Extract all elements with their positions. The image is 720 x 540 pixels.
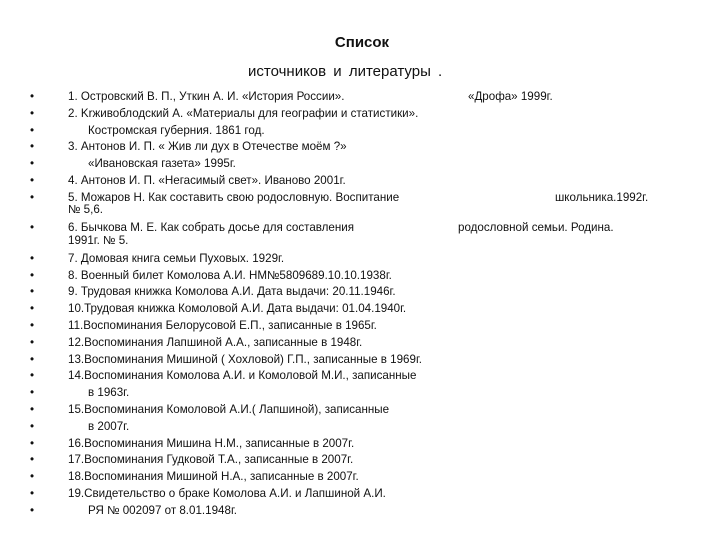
list-item [0, 352, 720, 369]
bullet-icon: • [30, 173, 35, 187]
list-item [0, 436, 720, 453]
item-text: 12.Воспоминания Лапшиной А.А., записанные в 1948г. [68, 335, 363, 349]
bullet-icon: • [30, 369, 35, 383]
item-text: 7. Домовая книга семьи Пуховых. 1929г. [68, 251, 285, 265]
list-item [0, 173, 720, 190]
list-item [0, 156, 720, 173]
bullet-icon: • [30, 285, 35, 299]
bullet-icon: • [30, 419, 35, 433]
list-item [0, 503, 720, 520]
bullet-icon: • [30, 221, 35, 235]
list-item [0, 123, 720, 140]
bullet-icon: • [30, 470, 35, 484]
item-text: 18.Воспоминания Мишиной Н.А., записанные в 2007г. [68, 470, 359, 484]
list-item [0, 106, 720, 123]
list-item [0, 419, 720, 436]
bullet-icon: • [30, 157, 35, 171]
item-text-tail: школьника.1992г. [555, 190, 649, 204]
item-text: 8. Военный билет Комолова А.И. НМ№5809689.10.10.1938г. [68, 268, 392, 282]
item-text: 15.Воспоминания Комоловой А.И.( Лапшиной), записанные [68, 402, 390, 416]
item-text: РЯ № 002097 от 8.01.1948г. [88, 503, 237, 517]
item-text-continuation: 1991г. № 5. [68, 233, 129, 247]
bullet-icon: • [30, 335, 35, 349]
bullet-icon: • [30, 503, 35, 517]
bullet-icon: • [30, 402, 35, 416]
list-item [0, 220, 720, 251]
bullet-icon: • [30, 268, 35, 282]
list-item [0, 385, 720, 402]
bibliography-list [0, 89, 720, 520]
item-text: в 2007г. [88, 419, 130, 433]
item-text: в 1963г. [88, 386, 130, 400]
item-text: 5. Можаров Н. Как составить свою родословную. Воспитание [68, 190, 400, 204]
item-text-tail: «Дрофа» 1999г. [468, 90, 553, 103]
bullet-icon: • [30, 106, 35, 120]
list-item [0, 89, 720, 106]
item-text: Костромская губерния. 1861 год. [88, 123, 265, 137]
item-text: 10.Трудовая книжка Комоловой А.И. Дата выдачи: 01.04.1940г. [68, 302, 407, 316]
item-text-tail: родословной семьи. Родина. [458, 221, 614, 235]
bullet-icon: • [30, 302, 35, 316]
bullet-icon: • [30, 90, 35, 103]
bullet-icon: • [30, 453, 35, 467]
list-item [0, 486, 720, 503]
bullet-icon: • [30, 318, 35, 332]
list-item [0, 335, 720, 352]
bullet-icon: • [30, 251, 35, 265]
list-item [0, 402, 720, 419]
list-item [0, 469, 720, 486]
item-text: 6. Бычкова М. Е. Как собрать досье для составления [68, 221, 355, 235]
bullet-icon: • [30, 190, 35, 204]
item-text-continuation: № 5,6. [68, 203, 103, 217]
bullet-icon: • [30, 140, 35, 154]
list-item [0, 251, 720, 268]
item-text: 17.Воспоминания Гудковой Т.А., записанные в 2007г. [68, 453, 354, 467]
item-text: 4. Антонов И. П. «Негасимый свет». Иваново 2001г. [68, 173, 346, 187]
list-item [0, 301, 720, 318]
bullet-icon: • [30, 123, 35, 137]
item-text: 3. Антонов И. П. « Жив ли дух в Отечестве моём ?» [68, 140, 347, 154]
list-item [0, 139, 720, 156]
item-text: 19.Свидетельство о браке Комолова А.И. и Лапшиной А.И. [68, 486, 386, 500]
bullet-icon: • [30, 436, 35, 450]
list-item [0, 318, 720, 335]
list-item [0, 284, 720, 301]
item-text: 13.Воспоминания Мишиной ( Хохловой) Г.П., записанные в 1969г. [68, 352, 422, 366]
item-text: 2. Krживоблодский А. «Материалы для географии и статистики». [68, 106, 419, 120]
list-item [0, 268, 720, 285]
item-text: 14.Воспоминания Комолова А.И. и Комоловой М.И., записанные [68, 369, 417, 383]
item-text: 11.Воспоминания Белорусовой Е.П., записанные в 1965г. [68, 318, 377, 332]
bullet-icon: • [30, 352, 35, 366]
item-text: «Ивановская газета» 1995г. [88, 157, 236, 171]
item-text: 1. Островский В. П., Уткин А. И. «История России». [68, 90, 345, 103]
list-item [0, 452, 720, 469]
item-text: 9. Трудовая книжка Комолова А.И. Дата выдачи: 20.11.1946г. [68, 285, 396, 299]
list-item [0, 368, 720, 385]
list-item [0, 190, 720, 221]
bullet-icon: • [30, 386, 35, 400]
title-line-1: Список [334, 34, 390, 51]
item-text: 16.Воспоминания Мишина Н.М., записанные в 2007г. [68, 436, 355, 450]
title-line-2: источников и литературы . [248, 63, 443, 80]
bullet-icon: • [30, 486, 35, 500]
